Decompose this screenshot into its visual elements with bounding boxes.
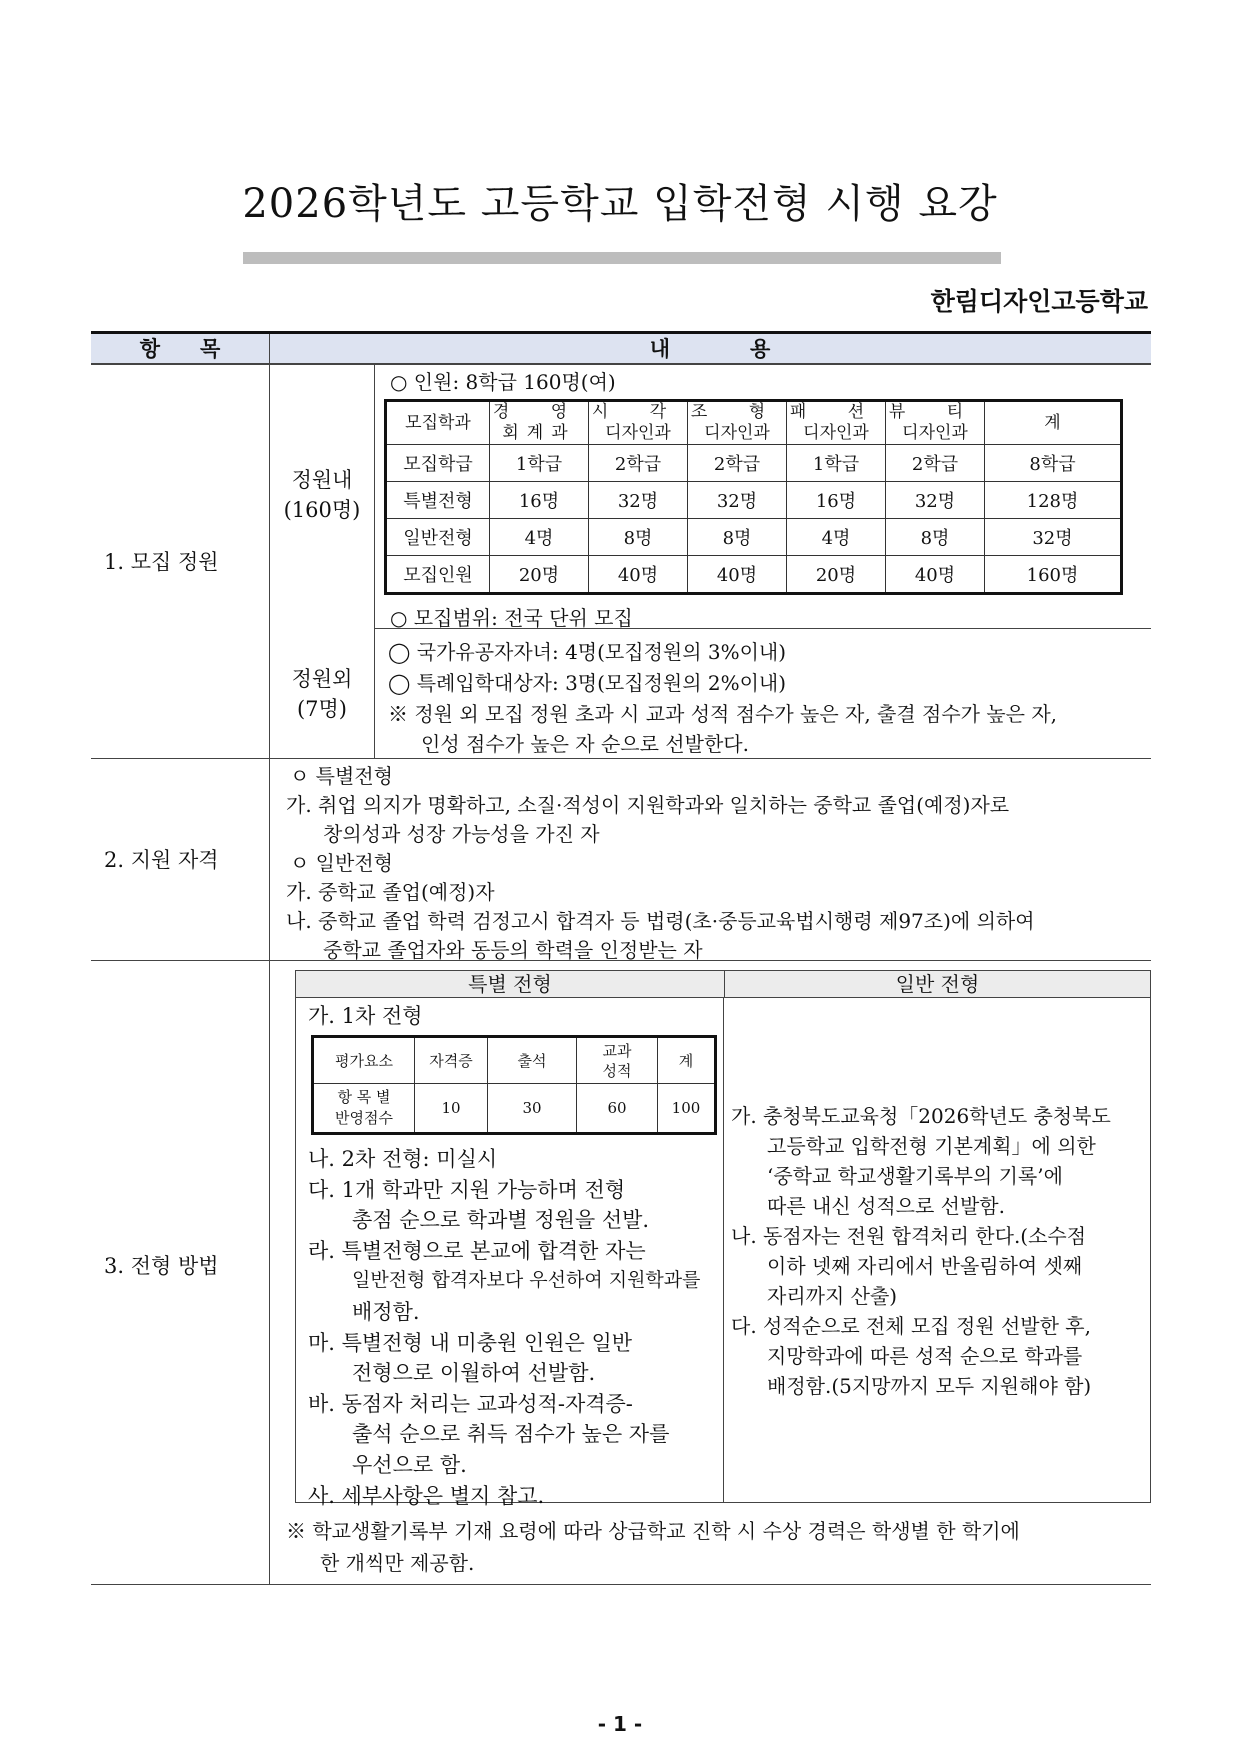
general-line: 나. 동점자는 전원 합격처리 한다.(소수점 (731, 1224, 1087, 1248)
general-line: 다. 성적순으로 전체 모집 정원 선발한 후, (731, 1314, 1091, 1338)
cell: 8학급 (985, 445, 1122, 482)
eval-head-cell: 출석 (488, 1037, 577, 1084)
dept-line: 디자인과 (704, 423, 770, 443)
record-note-line: ※ 학교생활기록부 기재 요령에 따라 상급학교 진학 시 수상 경력은 학생별 한 학기에 (286, 1519, 1020, 1543)
eval-row-name: 항 목 별 반영점수 (313, 1084, 415, 1134)
grid-line (1150, 970, 1151, 1502)
qual-line: 가. 취업 의지가 명확하고, 소질·적성이 지원학과와 일치하는 중학교 졸업(예정)자로 (286, 793, 1010, 817)
dept-head (886, 401, 985, 445)
eval-cell: 30 (488, 1084, 577, 1134)
title-underline-bar (243, 252, 1001, 264)
table-row (386, 445, 1122, 482)
cell: 16명 (490, 482, 589, 519)
grid-line (723, 998, 724, 1502)
special-line: 나. 2차 전형: 미실시 (308, 1147, 498, 1171)
evaluation-table (311, 1035, 717, 1135)
cell: 8명 (589, 519, 688, 556)
cell: 32명 (985, 519, 1122, 556)
special-line: 전형으로 이월하여 선발함. (352, 1361, 596, 1385)
qual-line: ㅇ 일반전형 (290, 851, 393, 875)
cell: 16명 (787, 482, 886, 519)
qual-line: 중학교 졸업자와 동등의 학력을 인정받는 자 (323, 938, 703, 962)
table-row (386, 519, 1122, 556)
quota-note-line: ※ 정원 외 모집 정원 초과 시 교과 성적 점수가 높은 자, 출결 점수가 높은 자, (388, 702, 1058, 726)
recruit-table (384, 399, 1123, 595)
general-selection-head: 일반 전형 (724, 971, 1150, 997)
dept-line: 디자인과 (803, 423, 869, 443)
cell: 40명 (688, 556, 787, 594)
table-header-row (91, 331, 1151, 365)
special-line: 다. 1개 학과만 지원 가능하며 전형 (308, 1178, 626, 1202)
general-line: 지망학과에 따른 성적 순으로 학과를 (767, 1344, 1083, 1368)
table-row (313, 1084, 716, 1134)
quota-out-label: 정원외 (291, 667, 353, 691)
row-name: 모집인원 (386, 556, 490, 594)
quota-out-line: ◯ 특례입학대상자: 3명(모집정원의 2%이내) (388, 671, 787, 695)
cell: 2학급 (589, 445, 688, 482)
dept-head (787, 401, 886, 445)
record-note-line: 한 개씩만 제공함. (320, 1551, 475, 1575)
eval-cell: 60 (577, 1084, 658, 1134)
dept-head (589, 401, 688, 445)
quota-in-count: (160명) (283, 498, 361, 522)
qual-line: ㅇ 특별전형 (290, 764, 393, 788)
special-line: 출석 순으로 취득 점수가 높은 자를 (352, 1422, 670, 1446)
grid-line (295, 998, 296, 1502)
quota-out-block (270, 664, 374, 724)
table-row (386, 556, 1122, 594)
cell: 2학급 (886, 445, 985, 482)
selection-method-header (295, 970, 1151, 998)
dept-line: 조 형 (690, 402, 784, 422)
qual-line: 창의성과 성장 가능성을 가진 자 (323, 822, 600, 846)
dept-line: 경 영 (492, 402, 586, 422)
section-2-label: 2. 지원 자격 (104, 848, 219, 872)
first-round-label: 가. 1차 전형 (308, 1004, 423, 1028)
quota-in-block (270, 465, 374, 525)
row-name: 모집학급 (386, 445, 490, 482)
eval-head-cell: 계 (658, 1037, 716, 1084)
personnel-line: ○ 인원: 8학급 160명(여) (390, 370, 616, 394)
page-number: - 1 - (597, 1712, 643, 1736)
recruit-table-head-row (386, 401, 1122, 445)
eval-head-cell: 평가요소 (313, 1037, 415, 1084)
cell: 1학급 (787, 445, 886, 482)
dept-line: 회계과 (502, 423, 576, 443)
dept-line: 패 션 (789, 402, 883, 422)
grid-line (374, 365, 375, 758)
cell: 8명 (886, 519, 985, 556)
cell: 40명 (886, 556, 985, 594)
special-line: 총점 순으로 학과별 정원을 선발. (352, 1208, 650, 1232)
quota-out-count: (7명) (296, 697, 348, 721)
cell: 20명 (787, 556, 886, 594)
section-1-label: 1. 모집 정원 (104, 550, 219, 574)
cell: 4명 (490, 519, 589, 556)
qual-line: 나. 중학교 졸업 학력 검정고시 합격자 등 법령(초·중등교육법시행령 제97조)에 의하여 (286, 909, 1035, 933)
general-line: 따른 내신 성적으로 선발함. (767, 1194, 1005, 1218)
general-line: 이하 넷째 자리에서 반올림하여 셋째 (767, 1254, 1083, 1278)
total-head: 계 (985, 401, 1122, 445)
dept-line: 시 각 (591, 402, 685, 422)
special-line: 배정함. (352, 1300, 420, 1324)
special-line: 바. 동점자 처리는 교과성적-자격증- (308, 1392, 633, 1416)
cell: 128명 (985, 482, 1122, 519)
row-name: 특별전형 (386, 482, 490, 519)
scope-line: ○ 모집범위: 전국 단위 모집 (390, 606, 633, 630)
cell: 8명 (688, 519, 787, 556)
cell: 20명 (490, 556, 589, 594)
cell: 1학급 (490, 445, 589, 482)
dept-line: 디자인과 (902, 423, 968, 443)
dept-head (688, 401, 787, 445)
quota-note-line: 인성 점수가 높은 자 순으로 선발한다. (421, 732, 749, 756)
general-line: 자리까지 산출) (767, 1284, 898, 1308)
table-row (386, 482, 1122, 519)
special-line: 일반전형 합격자보다 우선하여 지원학과를 (352, 1269, 701, 1291)
eval-cell: 100 (658, 1084, 716, 1134)
general-line: 고등학교 입학전형 기본계획」에 의한 (767, 1134, 1096, 1158)
cell: 4명 (787, 519, 886, 556)
qual-line: 가. 중학교 졸업(예정)자 (286, 880, 495, 904)
quota-in-label: 정원내 (291, 468, 353, 492)
general-line: 가. 충청북도교육청「2026학년도 충청북도 (731, 1104, 1111, 1128)
grid-line (269, 365, 270, 1584)
cell: 32명 (589, 482, 688, 519)
general-line: 배정함.(5지망까지 모두 지원해야 함) (767, 1374, 1092, 1398)
eval-head-row (313, 1037, 716, 1084)
section-3-label: 3. 전형 방법 (104, 1254, 219, 1278)
header-item: 항목 (139, 336, 261, 361)
special-line: 사. 세부사항은 별지 참고. (308, 1484, 545, 1508)
header-content: 내용 (649, 336, 851, 361)
cell: 32명 (688, 482, 787, 519)
recruit-col-head: 모집학과 (386, 401, 490, 445)
school-name: 한림디자인고등학교 (930, 287, 1148, 316)
special-line: 라. 특별전형으로 본교에 합격한 자는 (308, 1239, 646, 1263)
cell: 160명 (985, 556, 1122, 594)
eval-head-cell: 자격증 (415, 1037, 488, 1084)
eval-head-cell: 교과 성적 (577, 1037, 658, 1084)
special-line: 우선으로 함. (352, 1453, 467, 1477)
special-selection-head: 특별 전형 (468, 972, 552, 996)
dept-head (490, 401, 589, 445)
cell: 2학급 (688, 445, 787, 482)
general-line: ‘중학교 학교생활기록부의 기록’에 (767, 1164, 1063, 1188)
dept-line: 뷰 티 (888, 402, 982, 422)
page-title: 2026학년도 고등학교 입학전형 시행 요강 (242, 181, 998, 227)
cell: 40명 (589, 556, 688, 594)
grid-line (91, 758, 1151, 759)
eval-cell: 10 (415, 1084, 488, 1134)
row-name: 일반전형 (386, 519, 490, 556)
special-line: 마. 특별전형 내 미충원 인원은 일반 (308, 1331, 633, 1355)
dept-line: 디자인과 (605, 423, 671, 443)
grid-line (91, 1584, 1151, 1585)
quota-out-line: ◯ 국가유공자자녀: 4명(모집정원의 3%이내) (388, 640, 787, 664)
cell: 32명 (886, 482, 985, 519)
